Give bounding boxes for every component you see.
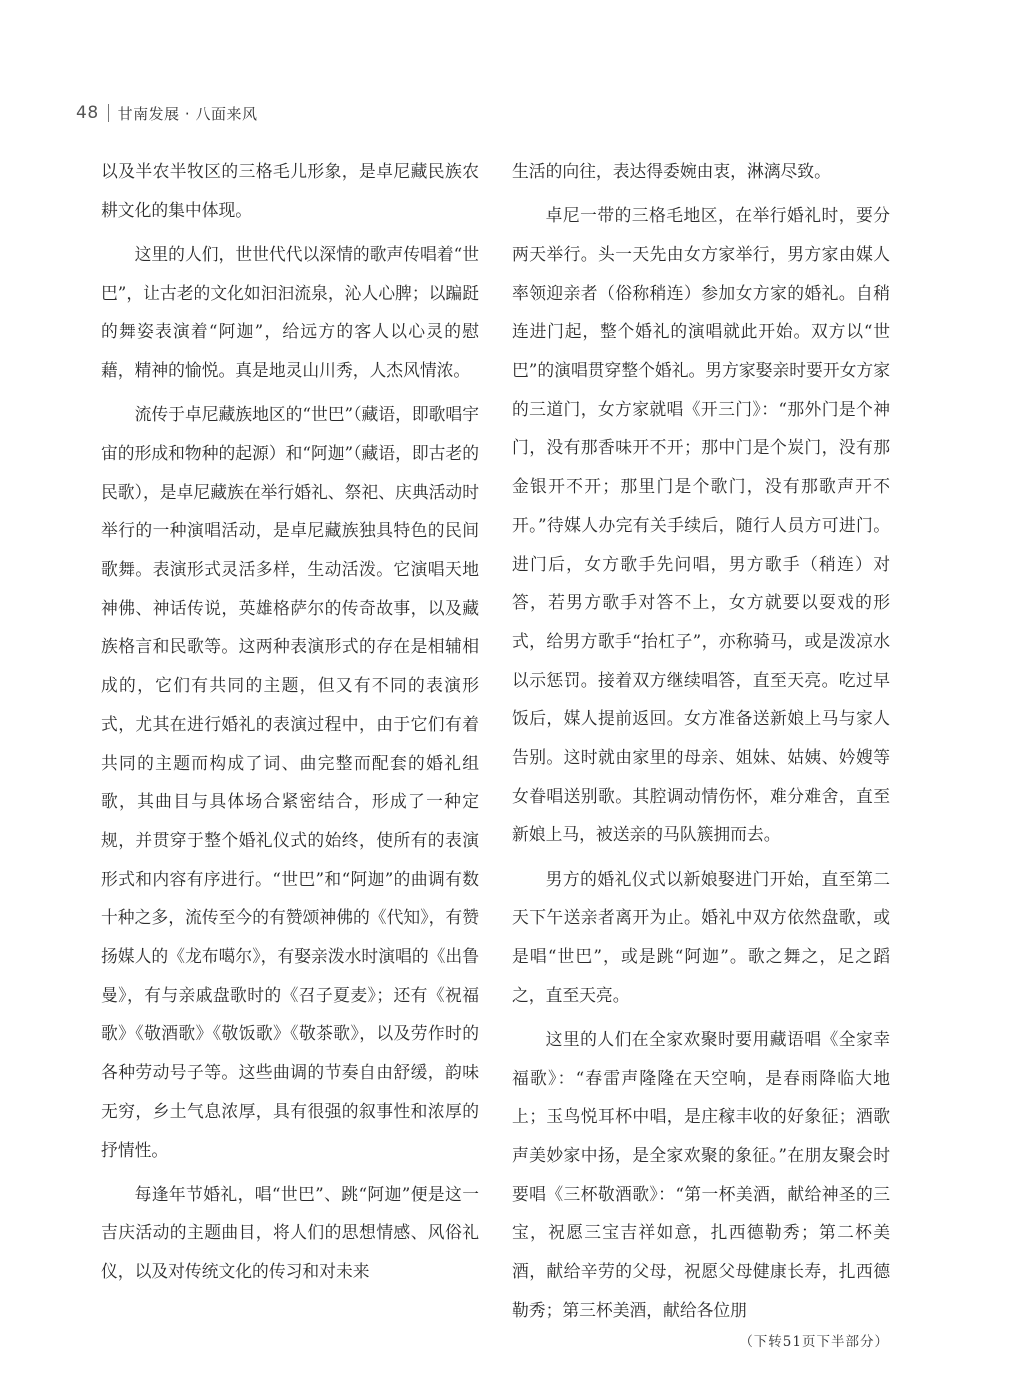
paragraph: 这里的人们在全家欢聚时要用藏语唱《全家幸福歌》：“春雷声隆隆在天空响，是春雨降临大地上；玉鸟悦耳杯中唱，是庄稼丰收的好象征；酒歌声美妙家中扬，是全家欢聚的象征。”在朋友聚会时要唱《三杯敬酒歌》：“第一杯美酒，献给神圣的三宝，祝愿三宝吉祥如意，扎西德勒秀；第二杯美酒，献给辛劳的父母，祝愿父母健康长寿，扎西德勒秀；第三杯美酒，献给各位朋 xyxy=(512,1028,890,1320)
paragraph: 以及半农半牧区的三格毛儿形象，是卓尼藏民族农耕文化的集中体现。 xyxy=(101,161,479,220)
paragraph: 生活的向往，表达得委婉由衷，淋漓尽致。 xyxy=(512,161,831,181)
publication-title: 甘南发展 · 八面来风 xyxy=(117,104,258,123)
paragraph: 流传于卓尼藏族地区的“世巴”（藏语，即歌唱宇宙的形成和物种的起源）和“阿迦”（藏语，即古老的民歌），是卓尼藏族在举行婚礼、祭祀、庆典活动时举行的一种演唱活动，是卓尼藏族独具特色的民间歌舞。表演形式灵活多样，生动活泼。它演唱天地神佛、神话传说，英雄格萨尔的传奇故事，以及藏族格言和民歌等。这两种表演形式的存在是相辅相成的，它们有共同的主题，但又有不同的表演形式，尤其在进行婚礼的表演过程中，由于它们有着共同的主题而构成了词、曲完整而配套的婚礼组歌，其曲目与具体场合紧密结合，形成了一种定规，并贯穿于整个婚礼仪式的始终，使所有的表演形式和内容有序进行。“世巴”和“阿迦”的曲调有数十种之多，流传至今的有赞颂神佛的《代知》，有赞扬媒人的《龙布噶尔》，有娶亲泼水时演唱的《出鲁曼》，有与亲戚盘歌时的《召子夏麦》；还有《祝福歌》《敬酒歌》《敬饭歌》《敬茶歌》，以及劳作时的各种劳动号子等。这些曲调的节奏自由舒缓，韵味无穷，乡土气息浓厚，具有很强的叙事性和浓厚的抒情性。 xyxy=(101,404,479,1160)
right-column xyxy=(512,152,890,1335)
page-number: 48 xyxy=(76,103,99,123)
running-header xyxy=(76,100,257,126)
left-column xyxy=(101,152,479,1296)
continued-note: （下转51页下半部分） xyxy=(739,1334,889,1350)
paragraph: 男方的婚礼仪式以新娘娶进门开始，直至第二天下午送亲者离开为止。婚礼中双方依然盘歌，或是唱“世巴”，或是跳“阿迦”。歌之舞之，足之蹈之，直至天亮。 xyxy=(512,868,890,1005)
paragraph: 卓尼一带的三格毛地区，在举行婚礼时，要分两天举行。头一天先由女方家举行，男方家由媒人率领迎亲者（俗称稍连）参加女方家的婚礼。自稍连进门起，整个婚礼的演唱就此开始。双方以“世巴”的演唱贯穿整个婚礼。男方家娶亲时要开女方家的三道门，女方家就唱《开三门》：“那外门是个神门，没有那香味开不开；那中门是个炭门，没有那金银开不开；那里门是个歌门，没有那歌声开不开。”待媒人办完有关手续后，随行人员方可进门。进门后，女方歌手先问唱，男方歌手（稍连）对答，若男方歌手对答不上，女方就要以耍戏的形式，给男方歌手“抬杠子”，亦称骑马，或是泼凉水以示惩罚。接着双方继续唱答，直至天亮。吃过早饭后，媒人提前返回。女方准备送新娘上马与家人告别。这时就由家里的母亲、姐妹、姑姨、妗嫂等女眷唱送别歌。其腔调动情伤怀，难分难舍，直至新娘上马，被送亲的马队簇拥而去。 xyxy=(512,205,890,845)
paragraph: 这里的人们，世世代代以深情的歌声传唱着“世巴”，让古老的文化如汩汩流泉，沁人心脾；以蹁跹的舞姿表演着“阿迦”，给远方的客人以心灵的慰藉，精神的愉悦。真是地灵山川秀，人杰风情浓。 xyxy=(101,243,479,381)
header-divider xyxy=(108,104,109,122)
paragraph: 每逢年节婚礼，唱“世巴”、跳“阿迦”便是这一吉庆活动的主题曲目，将人们的思想情感、风俗礼仪，以及对传统文化的传习和对未来 xyxy=(101,1183,479,1282)
